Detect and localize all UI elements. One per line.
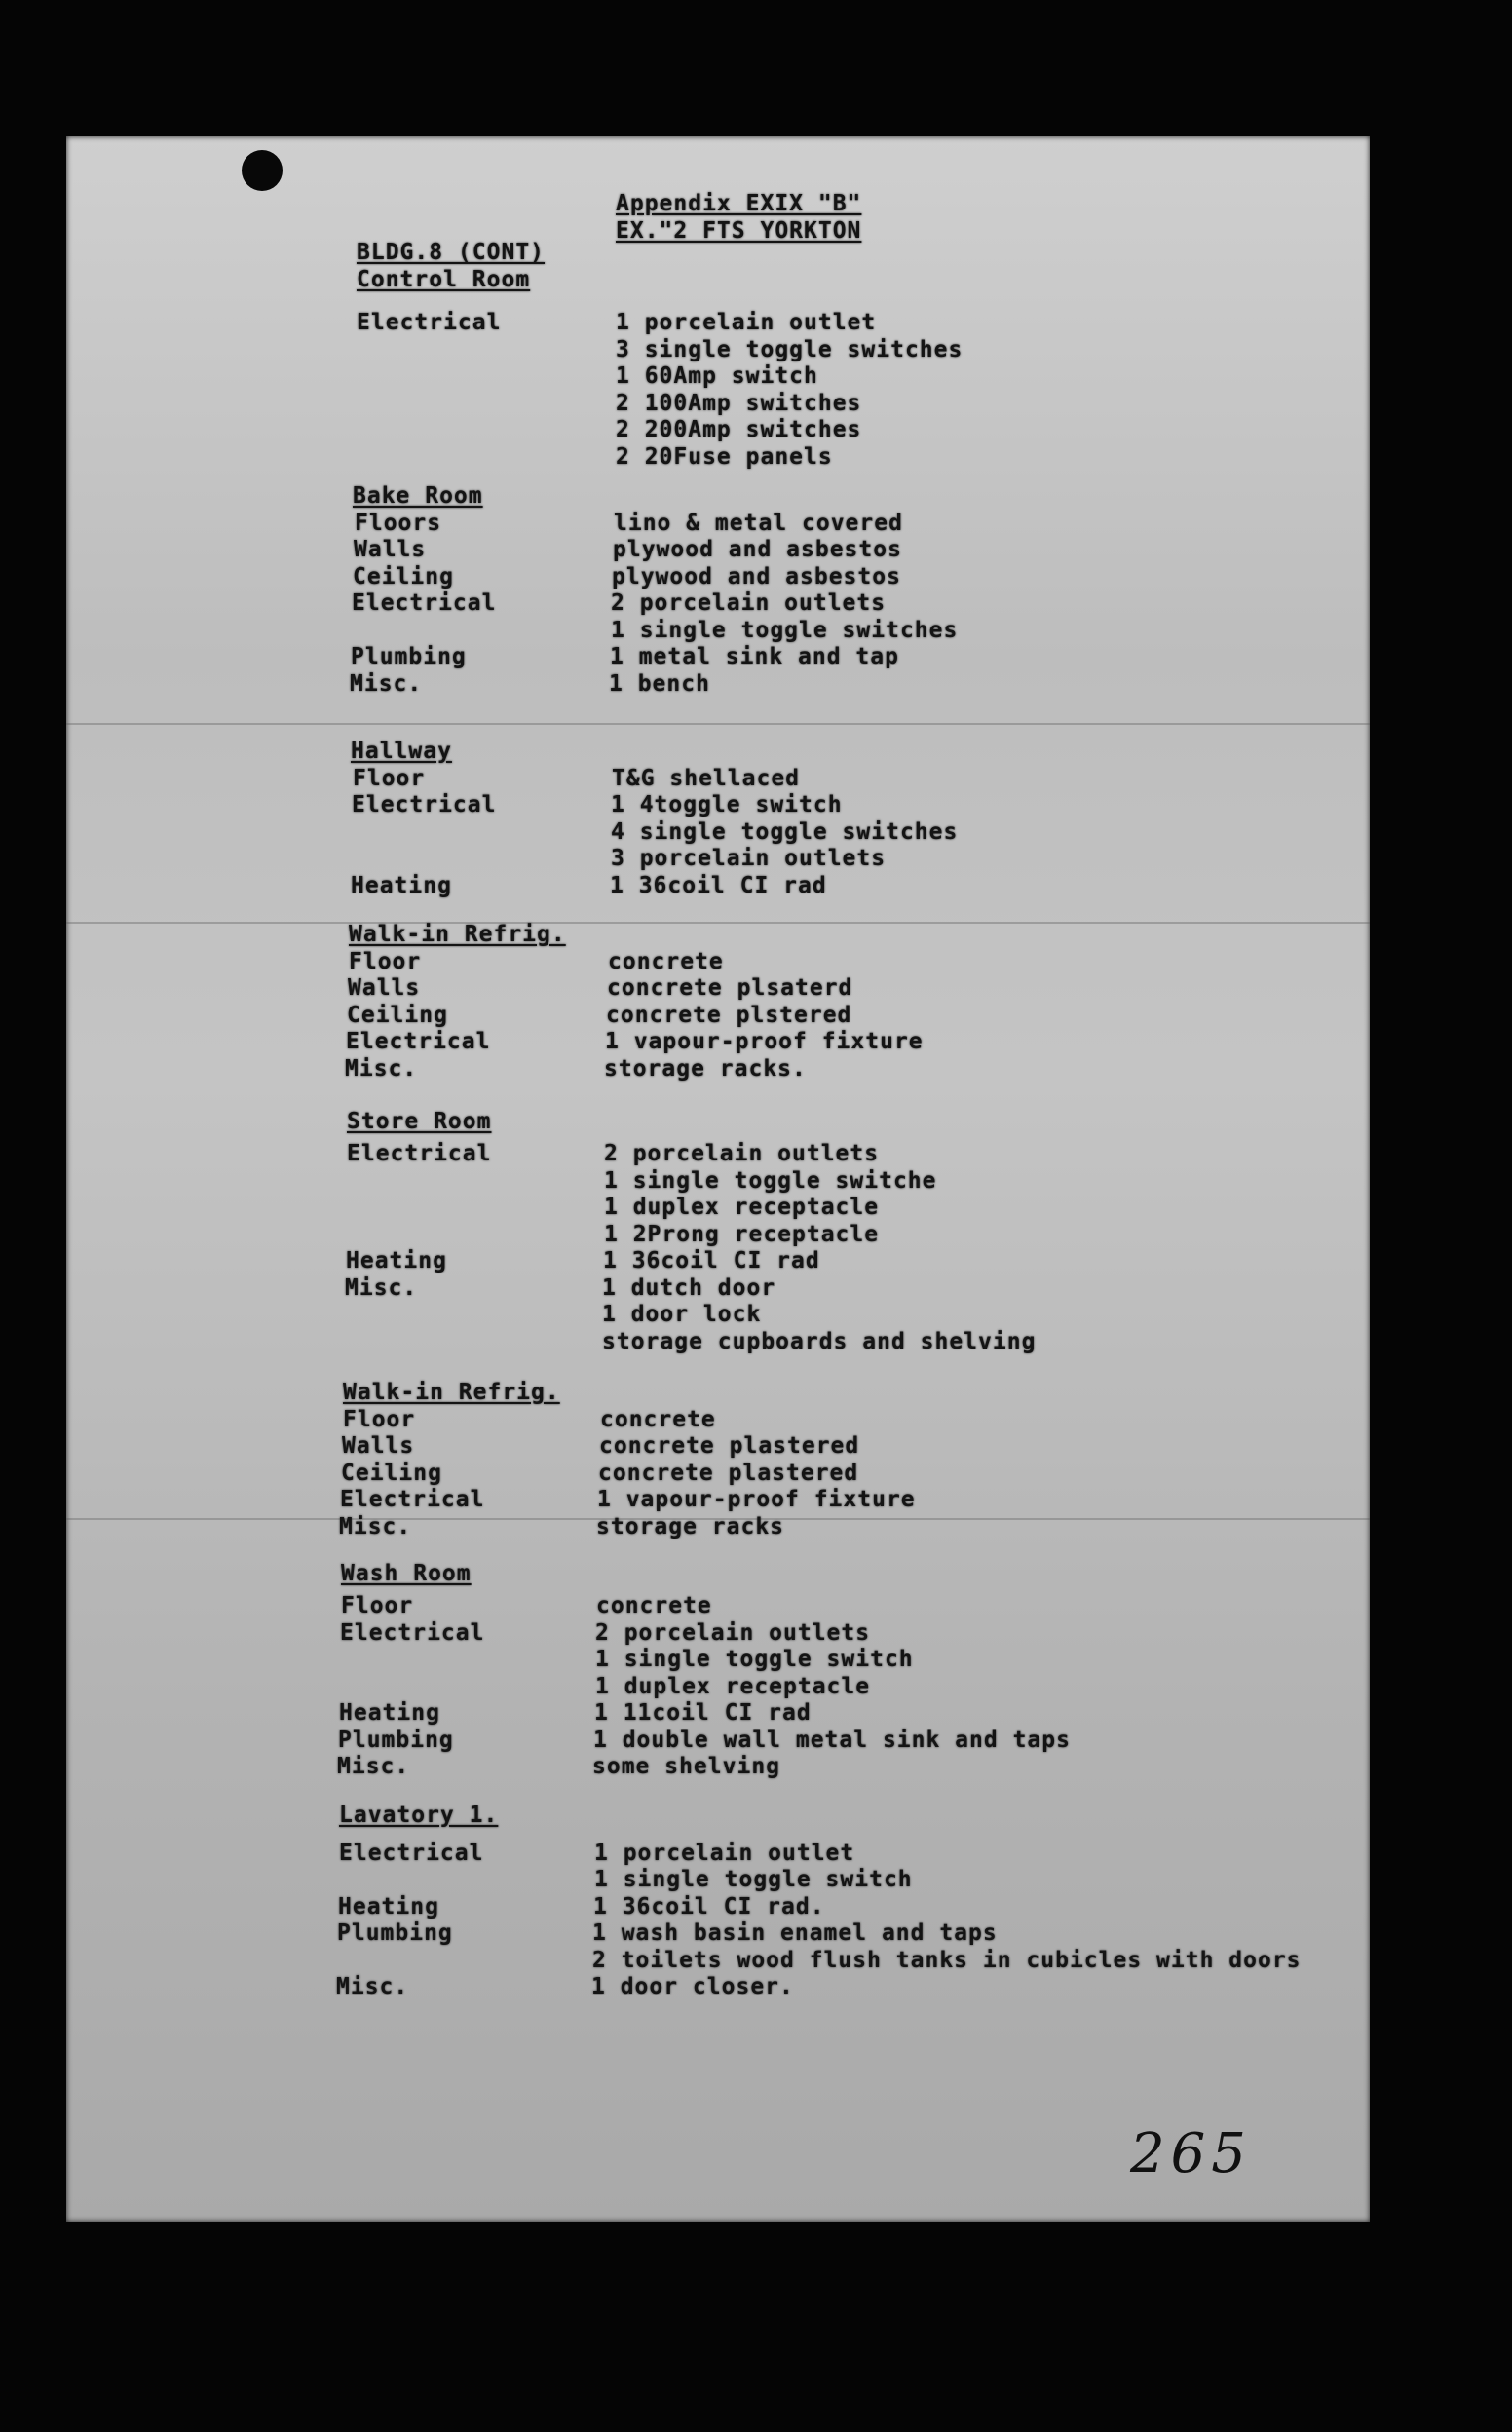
row-value: concrete <box>596 1593 712 1618</box>
row-value: lino & metal covered <box>614 510 903 536</box>
row-label: Ceiling <box>353 563 454 589</box>
row-value: 1 bench <box>609 670 710 697</box>
row-label: Plumbing <box>338 1727 454 1753</box>
row-label: Electrical <box>347 1141 492 1166</box>
row-label: Electrical <box>357 310 502 335</box>
row-label: Electrical <box>339 1840 484 1866</box>
row-value: 1 door lock <box>602 1302 762 1327</box>
row-value: concrete <box>608 948 724 974</box>
section-title: Walk-in Refrig. <box>349 922 566 947</box>
row-value: 1 4toggle switch <box>611 792 843 817</box>
page-number: 265 <box>1130 2122 1252 2185</box>
row-value: 2 200Amp switches <box>616 417 862 442</box>
fold-crease <box>66 723 1370 725</box>
row-label: Electrical <box>340 1619 485 1646</box>
section-title: Wash Room <box>341 1561 472 1586</box>
row-value: concrete <box>600 1406 716 1432</box>
row-label: Misc. <box>336 1974 409 1999</box>
row-label: Heating <box>351 872 452 898</box>
row-value: 1 double wall metal sink and taps <box>593 1727 1071 1753</box>
row-value: 1 single toggle switche <box>604 1167 937 1194</box>
section-title: Store Room <box>347 1109 492 1134</box>
row-label: Ceiling <box>347 1002 448 1028</box>
row-value: concrete plastered <box>599 1433 860 1459</box>
row-value: 2 100Amp switches <box>616 390 862 416</box>
row-label: Floor <box>353 765 426 791</box>
row-value: 1 dutch door <box>602 1274 776 1301</box>
row-value: 3 single toggle switches <box>616 336 964 362</box>
row-value: 2 20Fuse panels <box>616 443 833 470</box>
row-value: 1 porcelain outlet <box>616 310 877 335</box>
row-value: 1 60Amp switch <box>616 363 818 389</box>
row-label: Misc. <box>345 1274 418 1301</box>
row-value: 1 vapour-proof fixture <box>605 1029 924 1054</box>
school-heading: EX."2 FTS YORKTON <box>616 218 862 244</box>
row-value: 1 single toggle switch <box>595 1647 914 1672</box>
row-label: Plumbing <box>351 644 467 669</box>
section-title: Control Room <box>357 267 531 292</box>
row-value: 1 duplex receptacle <box>604 1195 880 1220</box>
fold-crease <box>66 922 1370 924</box>
row-value: 2 porcelain outlets <box>611 590 887 616</box>
row-label: Floor <box>343 1406 416 1432</box>
row-label: Misc. <box>337 1754 410 1779</box>
row-value: 1 porcelain outlet <box>594 1840 855 1866</box>
row-value: 1 36coil CI rad <box>603 1248 820 1273</box>
row-label: Plumbing <box>337 1920 453 1946</box>
row-value: storage cupboards and shelving <box>602 1328 1037 1354</box>
row-value: 4 single toggle switches <box>611 818 959 845</box>
punch-hole <box>242 150 283 191</box>
row-label: Misc. <box>350 670 423 697</box>
row-label: Heating <box>346 1248 447 1273</box>
row-value: 1 36coil CI rad. <box>593 1893 825 1919</box>
row-value: 1 2Prong receptacle <box>604 1221 880 1247</box>
row-value: plywood and asbestos <box>613 537 902 562</box>
row-value: plywood and asbestos <box>612 563 901 589</box>
appendix-heading: Appendix EXIX "B" <box>616 191 862 216</box>
row-value: 1 wash basin enamel and taps <box>592 1920 998 1946</box>
row-value: 1 36coil CI rad <box>610 872 827 898</box>
row-label: Floor <box>349 948 422 974</box>
row-value: 1 door closer. <box>591 1974 794 1999</box>
row-label: Ceiling <box>341 1460 442 1486</box>
row-value: concrete plstered <box>606 1002 852 1028</box>
section-title: Walk-in Refrig. <box>343 1380 560 1405</box>
row-value: 1 single toggle switches <box>611 617 959 643</box>
row-value: T&G shellaced <box>612 765 801 791</box>
section-title: Bake Room <box>353 483 483 509</box>
row-value: 1 single toggle switch <box>594 1867 913 1892</box>
row-label: Walls <box>342 1433 415 1459</box>
row-value: 1 11coil CI rad <box>594 1700 812 1726</box>
row-value: 2 porcelain outlets <box>595 1619 871 1646</box>
row-value: storage racks. <box>604 1055 807 1082</box>
row-value: 1 duplex receptacle <box>595 1673 871 1699</box>
row-label: Floor <box>341 1593 414 1618</box>
row-value: 2 toilets wood flush tanks in cubicles with doors <box>592 1947 1302 1973</box>
row-value: concrete plsaterd <box>607 975 853 1001</box>
row-value: 3 porcelain outlets <box>611 846 887 871</box>
row-value: 1 metal sink and tap <box>610 644 899 669</box>
section-title: Lavatory 1. <box>339 1803 499 1828</box>
row-label: Walls <box>354 537 427 562</box>
row-label: Misc. <box>339 1513 412 1539</box>
row-label: Walls <box>348 975 421 1001</box>
row-value: concrete plastered <box>598 1460 859 1486</box>
row-label: Heating <box>338 1893 439 1919</box>
row-label: Heating <box>339 1700 440 1726</box>
row-value: some shelving <box>592 1754 781 1779</box>
row-label: Floors <box>355 510 442 536</box>
row-value: 2 porcelain outlets <box>604 1141 880 1166</box>
row-value: storage racks <box>596 1513 785 1539</box>
row-label: Electrical <box>346 1029 491 1054</box>
row-label: Misc. <box>345 1055 418 1082</box>
building-heading: BLDG.8 (CONT) <box>357 240 546 265</box>
row-label: Electrical <box>340 1487 485 1512</box>
row-label: Electrical <box>352 792 497 817</box>
row-value: 1 vapour-proof fixture <box>597 1487 916 1512</box>
row-label: Electrical <box>352 590 497 616</box>
section-title: Hallway <box>351 739 452 764</box>
